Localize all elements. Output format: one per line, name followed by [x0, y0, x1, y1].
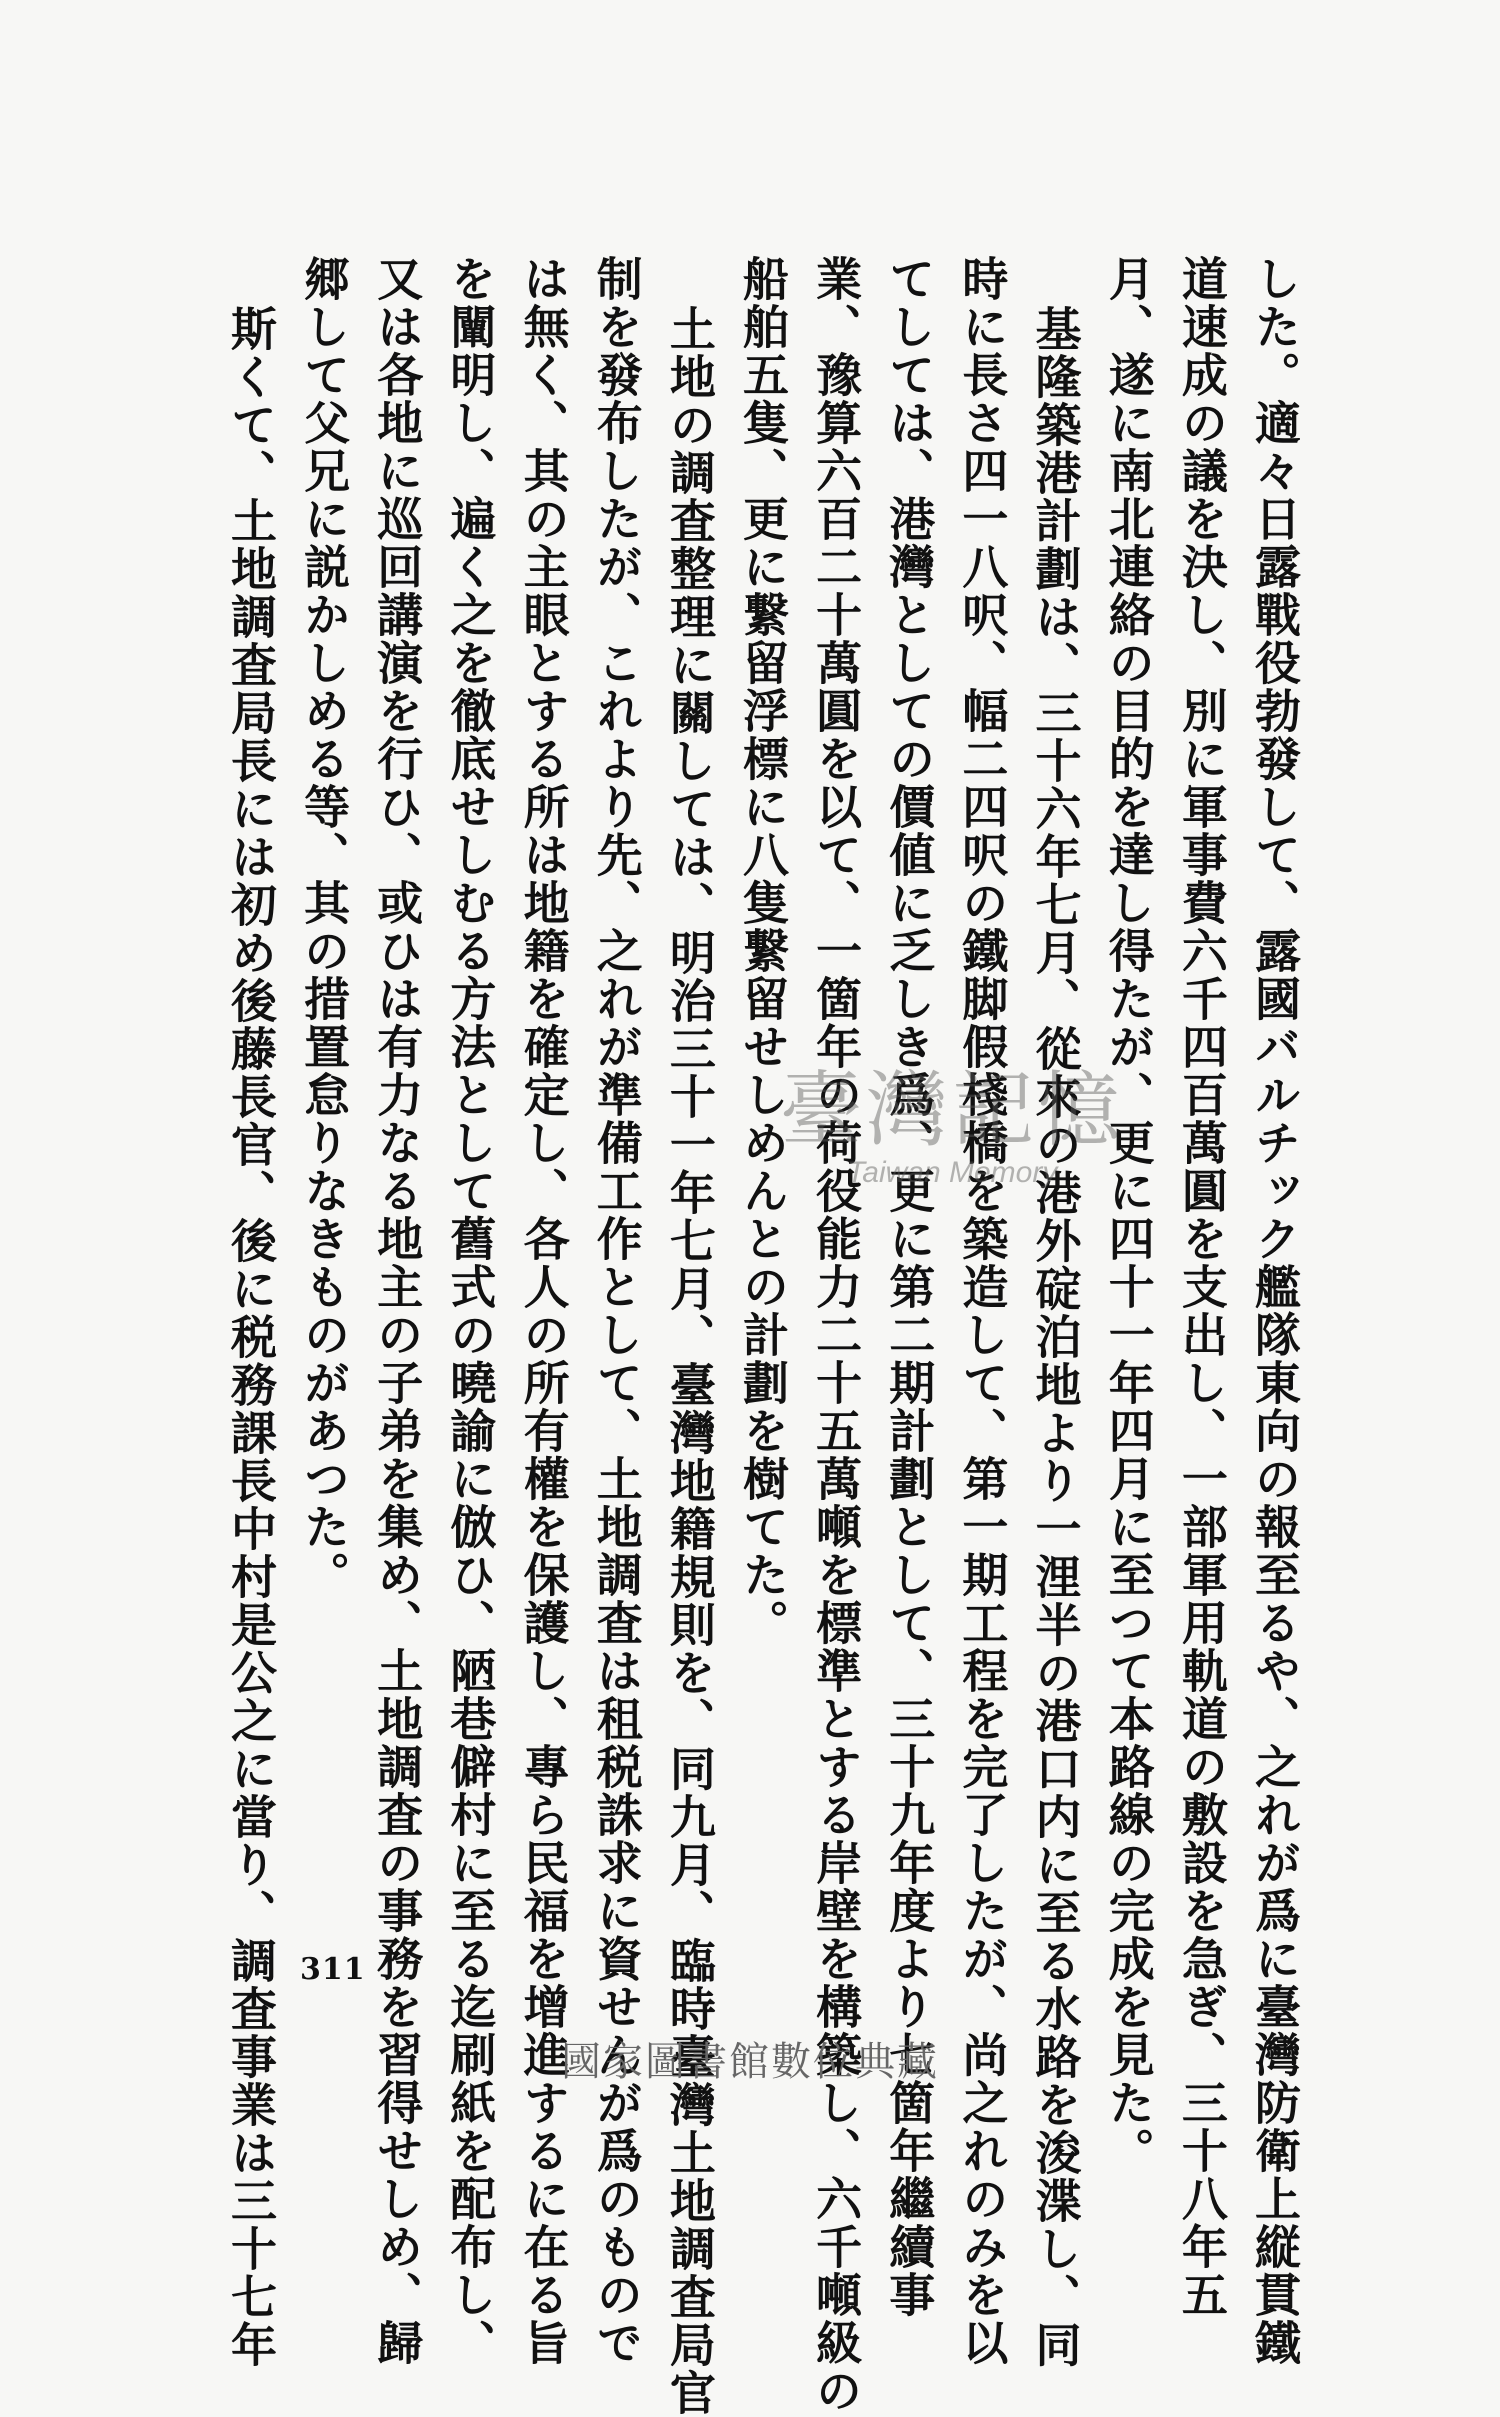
text-line-13: 又は各地に巡回講演を行ひ、或ひは有力なる地主の子弟を集め、土地調査の事務を習得せしめ、歸: [370, 255, 425, 2367]
text-line-8: 船舶五隻、更に繋留浮標に八隻繋留せしめんとの計劃を樹てた。: [735, 255, 790, 1647]
watermark-sub-text: Taiwan Memory: [846, 1156, 1058, 1189]
text-line-11: は無く、其の主眼とする所は地籍を確定し、各人の所有權を保護し、專ら民福を增進するに在る旨: [516, 255, 571, 2367]
text-line-4: 基隆築港計劃は、三十六年七月、從來の港外碇泊地より一浬半の港口内に至る水路を浚渫し、同: [1028, 305, 1083, 2369]
text-line-12: を闡明し、遍く之を徹底せしむる方法として舊式の曉諭に倣ひ、陋巷僻村に至る迄刷紙を配布し、: [443, 255, 498, 2367]
text-line-2: 道速成の議を決し、別に軍事費六千四百萬圓を支出し、一部軍用軌道の敷設を急ぎ、三十八年五: [1174, 255, 1229, 2319]
text-line-5: 時に長さ四一八呎、幅二四呎の鐵脚假棧橋を築造して、第一期工程を完了したが、尚之れのみを以: [955, 255, 1010, 2367]
text-line-15: 斯くて、土地調査局長には初め後藤長官、後に税務課長中村是公之に當り、調査事業は三十七年: [224, 305, 278, 2369]
text-line-14: 郷して父兄に説かしめる等、其の措置怠りなきものがあつた。: [297, 255, 352, 1599]
text-line-7: 業、豫算六百二十萬圓を以て、一箇年の荷役能力二十五萬噸を標準とする岸壁を構築し、六千噸級の: [809, 255, 864, 2415]
text-line-3: 月、遂に南北連絡の目的を達し得たが、更に四十一年四月に至つて本路線の完成を見た。: [1101, 255, 1156, 2175]
text-line-10: 制を發布したが、これより先、之れが準備工作として、土地調査は租税誅求に資せんが爲のもので: [589, 255, 644, 2367]
text-line-6: てしては、港灣としての價値に乏しき爲、更に第二期計劃として、三十九年度より七箇年繼續事: [882, 255, 937, 2319]
text-line-1: した。適々日露戰役勃發して、露國バルチック艦隊東向の報至るや、之れが爲に臺灣防衛上縦貫鐵: [1247, 255, 1302, 2367]
text-line-9: 土地の調査整理に關しては、明治三十一年七月、臺灣地籍規則を、同九月、臨時臺灣土地調査局官: [662, 305, 717, 2417]
page-number: 311: [300, 1952, 366, 1987]
footer-caption: 國家圖書館數位典藏: [561, 2039, 939, 2085]
watermark-main-text: 臺灣記憶: [780, 1063, 1125, 1158]
